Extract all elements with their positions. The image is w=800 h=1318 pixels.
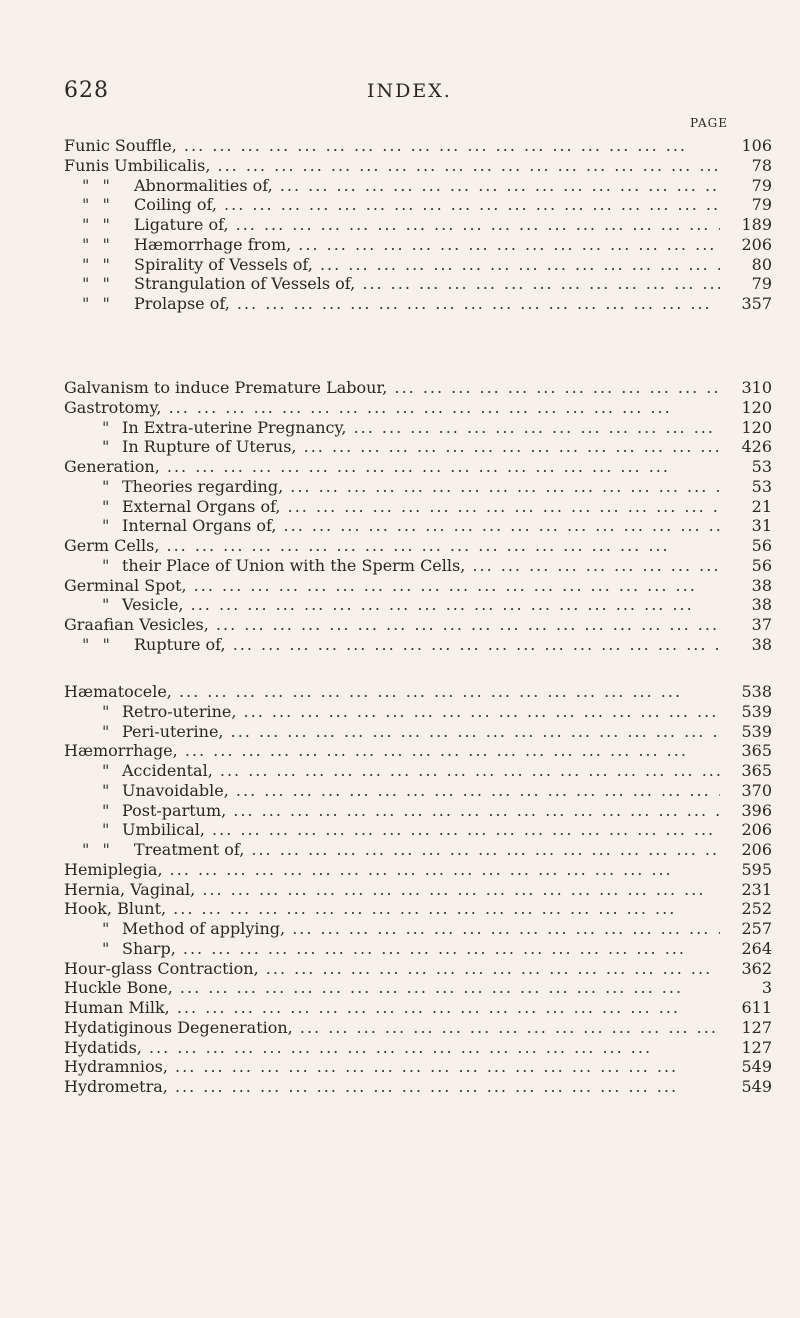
entry-term: Peri-uterine, (122, 721, 224, 741)
entry-leader (64, 176, 720, 196)
entry-leader (64, 457, 720, 477)
index-entry (64, 998, 772, 1018)
entry-term: Huckle Bone, (64, 978, 173, 998)
entry-term: Umbilical, (122, 820, 205, 840)
entry-term: Spirality of Vessels of, (134, 254, 313, 274)
index-entry (64, 136, 772, 156)
entry-term: Germ Cells, (64, 536, 160, 555)
entry-term: Hydrometra, (64, 1077, 168, 1096)
entry-page-number: 549 (724, 1057, 772, 1077)
entry-page-number: 79 (724, 274, 772, 294)
index-entry (64, 702, 772, 722)
entry-term: Gastrotomy, (64, 397, 162, 417)
ditto-mark: " (102, 722, 122, 742)
entry-page-number: 252 (724, 899, 772, 919)
entry-page-number: 426 (724, 437, 772, 457)
entry-page-number: 56 (724, 556, 772, 576)
entry-term: Post-partum, (122, 800, 227, 820)
index-entry (64, 761, 772, 781)
entry-page-number: 365 (724, 741, 772, 761)
entry-page-number: 127 (724, 1018, 772, 1038)
entry-page-number: 56 (724, 536, 772, 556)
entry-term: In Extra-uterine Pregnancy, (122, 417, 347, 437)
index-entry (64, 741, 772, 761)
entry-leader (64, 959, 720, 979)
entry-leader (64, 998, 720, 1018)
entry-term: Galvanism to induce Premature Labour, (64, 378, 388, 397)
index-entry (64, 615, 772, 635)
entry-leader (64, 781, 720, 801)
index-entry (64, 880, 772, 900)
entry-term: Theories regarding, (122, 476, 284, 496)
entry-leader (64, 820, 720, 840)
index-entry (64, 215, 772, 235)
index-entry (64, 195, 772, 215)
entry-leader (64, 274, 720, 294)
ditto-mark: " " (82, 176, 134, 196)
ditto-mark: " " (82, 195, 134, 215)
entry-leader (64, 215, 720, 235)
entry-term: Abnormalities of, (134, 175, 273, 195)
index-entry (64, 1057, 772, 1077)
entry-term: Generation, (64, 457, 160, 476)
entry-page-number: 396 (724, 801, 772, 821)
index-entry (64, 682, 772, 702)
index-entry (64, 556, 772, 576)
entry-page-number: 189 (724, 215, 772, 235)
ditto-mark: " (102, 820, 122, 840)
entry-leader (64, 536, 720, 556)
index-entry (64, 1077, 772, 1097)
index-entry (64, 801, 772, 821)
entry-term: Rupture of, (134, 634, 226, 654)
entry-page-number: 38 (724, 576, 772, 596)
ditto-mark: " " (82, 255, 134, 275)
entry-leader (64, 741, 720, 761)
ditto-mark: " " (82, 274, 134, 294)
entry-leader (64, 418, 720, 438)
entry-leader (64, 919, 720, 939)
ditto-mark: " (102, 702, 122, 722)
index-entry (64, 418, 772, 438)
ditto-mark: " (102, 919, 122, 939)
entry-page-number: 595 (724, 860, 772, 880)
entry-leader (64, 516, 720, 536)
entry-page-number: 549 (724, 1077, 772, 1097)
index-entry (64, 294, 772, 314)
index-entry (64, 722, 772, 742)
ditto-mark: " (102, 477, 122, 497)
index-entry (64, 840, 772, 860)
entry-page-number: 127 (724, 1038, 772, 1058)
entry-leader (64, 978, 720, 998)
entry-page-number: 206 (724, 235, 772, 255)
entry-leader (64, 595, 720, 615)
entry-term: Strangulation of Vessels of, (134, 274, 356, 294)
entry-leader (64, 1057, 720, 1077)
entry-page-number: 53 (724, 477, 772, 497)
index-group-g (64, 378, 772, 655)
entry-page-number: 206 (724, 820, 772, 840)
entry-leader (64, 136, 720, 156)
entry-page-number: 539 (724, 702, 772, 722)
entry-page-number: 310 (724, 378, 772, 398)
entry-term: Ligature of, (134, 215, 229, 234)
entry-page-number: 264 (724, 939, 772, 959)
index-entry (64, 959, 772, 979)
entry-page-number: 231 (724, 880, 772, 900)
entry-leader (64, 477, 720, 497)
page-number: 628 (64, 78, 109, 103)
entry-page-number: 21 (724, 497, 772, 517)
entry-leader (64, 702, 720, 722)
ditto-mark: " " (82, 215, 134, 235)
ditto-mark: " " (82, 635, 134, 655)
entry-leader (64, 682, 720, 702)
index-entry (64, 457, 772, 477)
index-entry (64, 576, 772, 596)
entry-page-number: 53 (724, 457, 772, 477)
entry-leader (64, 235, 720, 255)
entry-term: Method of applying, (122, 919, 286, 938)
entry-leader (64, 615, 720, 635)
ditto-mark: " (102, 418, 122, 438)
entry-term: their Place of Union with the Sperm Cells, (122, 555, 466, 575)
ditto-mark: " (102, 516, 122, 536)
index-entry (64, 437, 772, 457)
index-entry (64, 1038, 772, 1058)
ditto-mark: " " (82, 840, 134, 860)
entry-term: Hydatids, (64, 1037, 142, 1057)
entry-term: External Organs of, (122, 496, 281, 516)
index-entry (64, 820, 772, 840)
ditto-mark: " (102, 595, 122, 615)
entry-term: Graafian Vesicles, (64, 615, 209, 634)
ditto-mark: " (102, 939, 122, 959)
entry-leader (64, 761, 720, 781)
index-entry (64, 274, 772, 294)
entry-term: Hydramnios, (64, 1057, 168, 1077)
ditto-mark: " (102, 761, 122, 781)
entry-term: Hook, Blunt, (64, 899, 167, 919)
entry-term: Hour-glass Contraction, (64, 958, 259, 978)
index-group-f (64, 136, 772, 314)
entry-leader (64, 801, 720, 821)
entry-page-number: 106 (724, 136, 772, 156)
entry-leader (64, 840, 720, 860)
entry-leader (64, 497, 720, 517)
entry-page-number: 539 (724, 722, 772, 742)
entry-leader (64, 1077, 720, 1097)
entry-leader (64, 576, 720, 596)
entry-leader (64, 398, 720, 418)
ditto-mark: " (102, 437, 122, 457)
ditto-mark: " (102, 781, 122, 801)
entry-term: Hernia, Vaginal, (64, 879, 196, 899)
ditto-mark: " " (82, 294, 134, 314)
entry-page-number: 257 (724, 919, 772, 939)
entry-leader (64, 1018, 720, 1038)
index-group-h (64, 682, 772, 1097)
entry-page-number: 120 (724, 398, 772, 418)
entry-page-number: 365 (724, 761, 772, 781)
entry-term: Accidental, (122, 761, 213, 780)
entry-leader (64, 722, 720, 742)
entry-page-number: 611 (724, 998, 772, 1018)
entry-leader (64, 880, 720, 900)
entry-term: Hemiplegia, (64, 859, 163, 879)
index-entry (64, 516, 772, 536)
entry-term: Hæmorrhage, (64, 741, 178, 761)
entry-term: Human Milk, (64, 998, 170, 1017)
index-entry (64, 939, 772, 959)
index-entry (64, 860, 772, 880)
entry-leader (64, 556, 720, 576)
page-header (0, 78, 800, 108)
entry-page-number: 31 (724, 516, 772, 536)
entry-leader (64, 294, 720, 314)
index-entry (64, 595, 772, 615)
index-entry (64, 781, 772, 801)
ditto-mark: " (102, 556, 122, 576)
entry-page-number: 538 (724, 682, 772, 702)
entry-term: Vesicle, (122, 595, 184, 615)
index-entry (64, 497, 772, 517)
entry-term: Prolapse of, (134, 294, 230, 313)
entry-term: Unavoidable, (122, 780, 229, 800)
index-entry (64, 978, 772, 998)
entry-term: Funis Umbilicalis, (64, 155, 211, 175)
entry-leader (64, 156, 720, 176)
entry-leader (64, 1038, 720, 1058)
entry-term: Coiling of, (134, 195, 217, 215)
ditto-mark: " (102, 801, 122, 821)
entry-page-number: 370 (724, 781, 772, 801)
index-entry (64, 536, 772, 556)
entry-term: Internal Organs of, (122, 516, 277, 536)
entry-leader (64, 939, 720, 959)
index-entry (64, 378, 772, 398)
ditto-mark: " " (82, 235, 134, 255)
index-entry (64, 635, 772, 655)
entry-page-number: 3 (724, 978, 772, 998)
index-entry (64, 235, 772, 255)
entry-page-number: 80 (724, 255, 772, 275)
index-entry (64, 156, 772, 176)
entry-page-number: 120 (724, 418, 772, 438)
entry-term: Funic Souffle, (64, 136, 177, 155)
entry-page-number: 37 (724, 615, 772, 635)
entry-page-number: 38 (724, 595, 772, 615)
entry-page-number: 357 (724, 294, 772, 314)
entry-leader (64, 255, 720, 275)
entry-leader (64, 860, 720, 880)
entry-term: Retro-uterine, (122, 701, 237, 721)
entry-page-number: 38 (724, 635, 772, 655)
index-entry (64, 477, 772, 497)
entry-leader (64, 437, 720, 457)
entry-leader (64, 195, 720, 215)
ditto-mark: " (102, 497, 122, 517)
page-column-label: PAGE (690, 116, 728, 130)
index-entry (64, 255, 772, 275)
index-entry (64, 899, 772, 919)
index-entry (64, 919, 772, 939)
entry-page-number: 79 (724, 176, 772, 196)
entry-term: Hæmatocele, (64, 682, 172, 701)
entry-term: Sharp, (122, 938, 176, 958)
index-entry (64, 398, 772, 418)
entry-page-number: 206 (724, 840, 772, 860)
entry-term: Hydatiginous Degeneration, (64, 1017, 293, 1037)
entry-leader (64, 378, 720, 398)
entry-page-number: 362 (724, 959, 772, 979)
entry-page-number: 79 (724, 195, 772, 215)
entry-term: Hæmorrhage from, (134, 234, 292, 254)
index-entry (64, 1018, 772, 1038)
entry-term: Germinal Spot, (64, 575, 187, 595)
entry-term: Treatment of, (134, 840, 245, 859)
running-head: INDEX. (367, 80, 452, 102)
entry-leader (64, 899, 720, 919)
entry-leader (64, 635, 720, 655)
index-entry (64, 176, 772, 196)
entry-term: In Rupture of Uterus, (122, 437, 297, 457)
entry-page-number: 78 (724, 156, 772, 176)
